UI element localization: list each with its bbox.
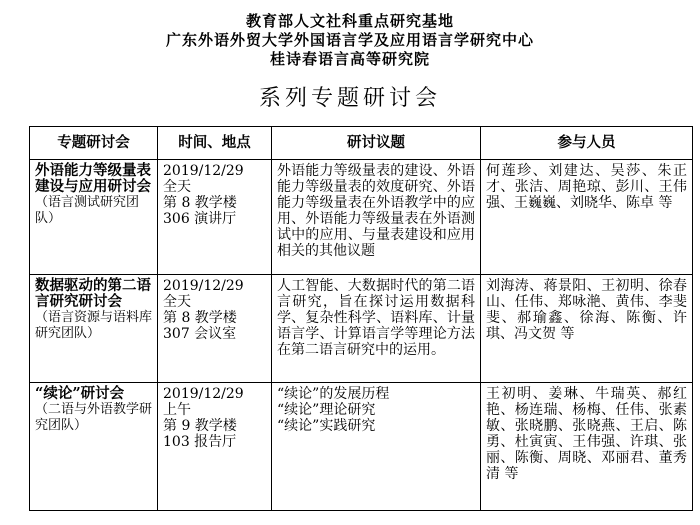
research-group: （语言测试研究团队） bbox=[35, 195, 140, 226]
issues-cell: 人工智能、大数据时代的第二语言研究，旨在探讨运用数据科学、复杂性科学、语料库、计量语言学、计算语言学等理论方法在第二语言研究中的运用。 bbox=[272, 275, 481, 383]
participants-cell: 刘海涛、蒋景阳、王初明、徐春山、任伟、郑咏滟、黄伟、李斐斐、郝瑜鑫、徐海、陈衡、许琪、冯文贺 等 bbox=[481, 275, 693, 383]
issues-cell: 外语能力等级量表的建设、外语能力等级量表的效度研究、外语能力等级量表在外语教学中的应用、外语能力等级量表在外语测试中的应用、与量表建设和应用相关的其他议题 bbox=[272, 160, 481, 275]
research-group: （二语与外语教学研究团队） bbox=[35, 402, 153, 433]
column-header-time-location: 时间、地点 bbox=[158, 127, 272, 160]
issue-item: “续论”的发展历程 bbox=[277, 386, 390, 402]
time-location-cell bbox=[158, 383, 272, 511]
participants-cell: 何莲珍、刘建达、吴莎、朱正才、张洁、周艳琼、彭川、王伟强、王巍巍、刘晓华、陈卓 等 bbox=[481, 160, 693, 275]
location: 第 8 教学楼 307 会议室 bbox=[163, 310, 237, 342]
topic-cell bbox=[30, 383, 158, 511]
topic-title: “续论”研讨会 bbox=[35, 385, 125, 402]
location: 第 8 教学楼 306 演讲厅 bbox=[163, 195, 237, 227]
column-header-topic: 专题研讨会 bbox=[30, 127, 158, 160]
topic-cell bbox=[30, 275, 158, 383]
table-header-row bbox=[30, 127, 693, 160]
time-location-cell bbox=[158, 160, 272, 275]
time: 全天 bbox=[163, 294, 191, 310]
topic-cell bbox=[30, 160, 158, 275]
topic-title: 外语能力等级量表建设与应用研讨会 bbox=[35, 162, 151, 195]
table-row bbox=[30, 160, 693, 275]
institution-line-1: 教育部人文社科重点研究基地 bbox=[245, 12, 454, 30]
table-row bbox=[30, 275, 693, 383]
date: 2019/12/29 bbox=[163, 278, 244, 294]
issue-item: “续论”理论研究 bbox=[277, 402, 376, 418]
issue-item: “续论”实践研究 bbox=[277, 418, 376, 434]
topic-title: 数据驱动的第二语言研究研讨会 bbox=[35, 277, 151, 310]
column-header-participants: 参与人员 bbox=[481, 127, 693, 160]
seminar-table bbox=[29, 126, 693, 511]
column-header-issues: 研讨议题 bbox=[272, 127, 481, 160]
institution-line-3: 桂诗春语言高等研究院 bbox=[269, 50, 430, 68]
page-title: 系列专题研讨会 bbox=[258, 86, 441, 111]
participants-cell: 王初明、姜琳、牛瑞英、郝红艳、杨连瑞、杨梅、任伟、张素敏、张晓鹏、张晓燕、王启、陈勇、杜寅寅、王伟强、许琪、张丽、陈衡、周晓、邓丽君、董秀清 等 bbox=[481, 383, 693, 511]
date: 2019/12/29 bbox=[163, 386, 244, 402]
time: 上午 bbox=[163, 402, 191, 418]
research-group: （语言资源与语料库研究团队） bbox=[35, 310, 153, 341]
date: 2019/12/29 bbox=[163, 163, 244, 179]
issues-cell bbox=[272, 383, 481, 511]
location: 第 9 教学楼 103 报告厅 bbox=[163, 418, 237, 450]
table-row bbox=[30, 383, 693, 511]
institution-line-2: 广东外语外贸大学外国语言学及应用语言学研究中心 bbox=[165, 31, 534, 49]
time: 全天 bbox=[163, 179, 191, 195]
time-location-cell bbox=[158, 275, 272, 383]
institution-header bbox=[0, 0, 700, 69]
